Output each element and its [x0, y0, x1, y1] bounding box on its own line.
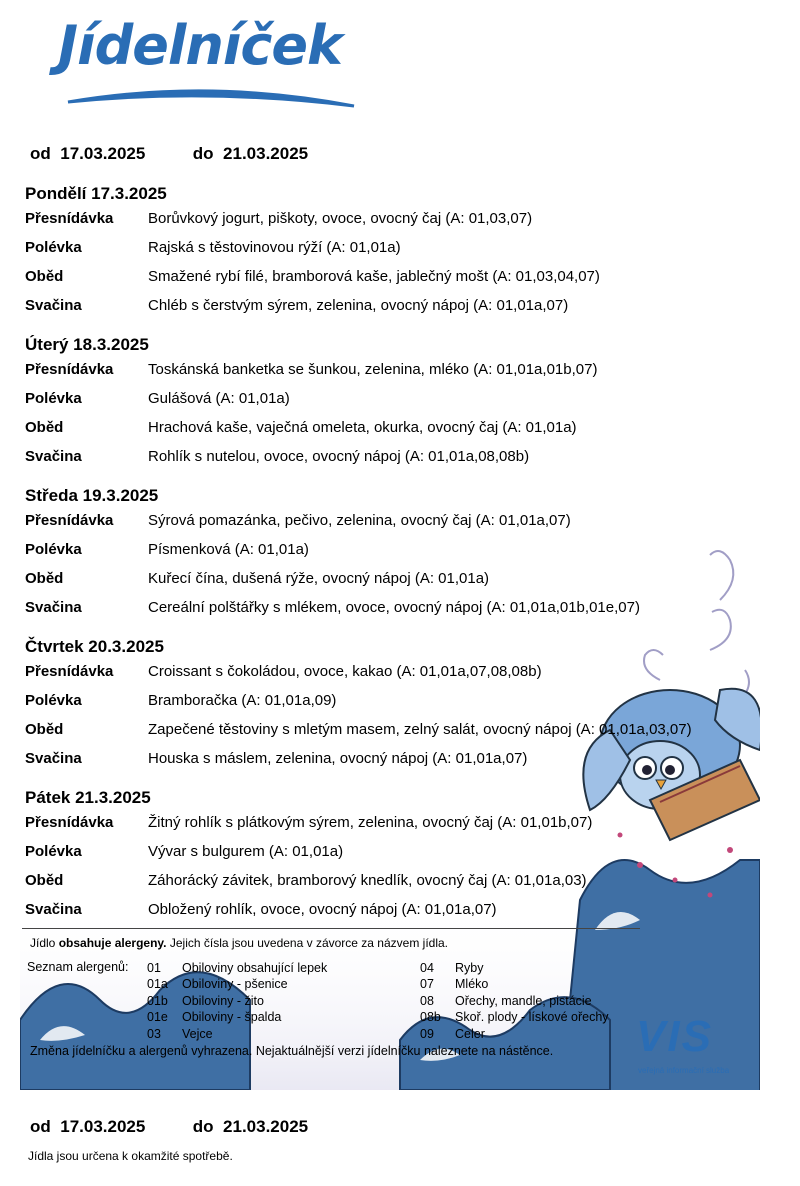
allergen-name: Vejce — [182, 1026, 213, 1041]
meal-label: Přesnídávka — [25, 814, 114, 831]
meal-food: Chléb s čerstvým sýrem, zelenina, ovocný nápoj (A: 01,01a,07) — [148, 297, 569, 314]
allergen-item — [420, 1009, 640, 1025]
allergen-code: 07 — [420, 977, 434, 992]
date-range-top — [30, 144, 308, 164]
meal-label: Přesnídávka — [25, 512, 114, 529]
allergen-list-right — [420, 960, 640, 1042]
day-title: Středa 19.3.2025 — [25, 486, 159, 505]
meal-label: Přesnídávka — [25, 663, 114, 680]
meal-food: Smažené rybí filé, bramborová kaše, jablečný mošt (A: 01,03,04,07) — [148, 268, 600, 285]
to-date: 21.03.2025 — [223, 144, 309, 163]
allergen-note — [30, 936, 448, 950]
meal-food: Obložený rohlík, ovoce, ovocný nápoj (A: 01,01a,07) — [148, 901, 497, 918]
allergen-list-left — [147, 960, 407, 1042]
allergen-code: 01a — [147, 977, 168, 992]
meal-label: Oběd — [25, 268, 64, 285]
page-title: Jídelníček — [58, 14, 342, 77]
meal-food: Rajská s těstovinovou rýží (A: 01,01a) — [148, 239, 401, 256]
allergen-item — [147, 976, 407, 992]
date-range-bottom — [30, 1117, 308, 1137]
meal-label: Polévka — [25, 541, 82, 558]
vis-logo — [636, 1012, 756, 1082]
allergen-item — [420, 960, 640, 976]
menu-logo — [58, 14, 358, 114]
meal-food: Gulášová (A: 01,01a) — [148, 390, 290, 407]
from-date: 17.03.2025 — [60, 1117, 146, 1136]
allergen-code: 03 — [147, 1026, 161, 1041]
allergen-code: 08b — [420, 1010, 441, 1025]
meal-food: Croissant s čokoládou, ovoce, kakao (A: 01,01a,07,08,08b) — [148, 663, 542, 680]
meal-food: Sýrová pomazánka, pečivo, zelenina, ovocný čaj (A: 01,01a,07) — [148, 512, 571, 529]
logo-swoosh-icon — [58, 80, 358, 120]
note-bold: obsahuje alergeny. — [58, 936, 167, 950]
vis-subtitle: veřejná informační služba — [638, 1066, 730, 1075]
to-label: do — [192, 1117, 214, 1136]
allergen-item — [420, 993, 640, 1009]
meal-label: Svačina — [25, 599, 82, 616]
meal-food: Vývar s bulgurem (A: 01,01a) — [148, 843, 344, 860]
allergen-list-label: Seznam alergenů: — [27, 960, 129, 974]
meal-food: Hrachová kaše, vaječná omeleta, okurka, ovocný čaj (A: 01,01a) — [148, 419, 577, 436]
allergen-code: 01 — [147, 961, 161, 975]
allergen-name: Ořechy, mandle, pistácie — [455, 993, 592, 1008]
allergen-code: 09 — [420, 1026, 434, 1041]
change-note: Změna jídelníčku a alergenů vyhrazena. Nejaktuálnější verzi jídelníčku naleznete na nástěnce. — [30, 1044, 554, 1058]
allergen-item — [147, 993, 407, 1009]
meal-food: Rohlík s nutelou, ovoce, ovocný nápoj (A: 01,01a,08,08b) — [148, 448, 530, 465]
allergen-name: Ryby — [455, 961, 484, 975]
meal-label: Polévka — [25, 239, 82, 256]
meal-food: Zapečené těstoviny s mletým masem, zelný salát, ovocný nápoj (A: 01,01a,03,07) — [148, 721, 692, 738]
meal-food: Houska s máslem, zelenina, ovocný nápoj (A: 01,01a,07) — [148, 750, 528, 767]
meal-food: Kuřecí čína, dušená rýže, ovocný nápoj (A: 01,01a) — [148, 570, 490, 587]
allergen-name: Obiloviny - špalda — [182, 1010, 282, 1025]
to-label: do — [192, 144, 214, 163]
meal-label: Svačina — [25, 750, 82, 767]
day-title: Pondělí 17.3.2025 — [25, 184, 167, 203]
allergen-name: Mléko — [455, 977, 489, 992]
allergen-code: 01b — [147, 993, 168, 1008]
allergen-item — [147, 1026, 407, 1042]
meal-food: Žitný rohlík s plátkovým sýrem, zelenina, ovocný čaj (A: 01,01b,07) — [148, 814, 593, 831]
meal-food: Bramboračka (A: 01,01a,09) — [148, 692, 337, 709]
footer-note: Jídla jsou určena k okamžité spotřebě. — [28, 1149, 233, 1163]
allergen-code: 04 — [420, 961, 434, 975]
meal-food: Toskánská banketka se šunkou, zelenina, mléko (A: 01,01a,01b,07) — [148, 361, 598, 378]
meal-label: Oběd — [25, 872, 64, 889]
note-rest: Jejich čísla jsou uvedena v závorce za názvem jídla. — [169, 936, 448, 950]
meal-label: Oběd — [25, 419, 64, 436]
meal-label: Oběd — [25, 570, 64, 587]
vis-logo-text: VIS — [636, 1012, 713, 1061]
allergen-item — [420, 1026, 640, 1042]
from-label: od — [30, 144, 51, 163]
allergen-name: Obiloviny - pšenice — [182, 977, 288, 992]
meal-label: Přesnídávka — [25, 361, 114, 378]
divider — [22, 928, 640, 929]
day-title: Úterý 18.3.2025 — [25, 335, 149, 354]
from-label: od — [30, 1117, 51, 1136]
meal-label: Polévka — [25, 390, 82, 407]
meal-label: Polévka — [25, 692, 82, 709]
allergen-item — [420, 976, 640, 992]
to-date: 21.03.2025 — [223, 1117, 309, 1136]
meal-label: Přesnídávka — [25, 210, 114, 227]
meal-food: Záhorácký závitek, bramborový knedlík, ovocný čaj (A: 01,01a,03) — [148, 872, 587, 889]
from-date: 17.03.2025 — [60, 144, 146, 163]
meal-label: Svačina — [25, 448, 82, 465]
allergen-item — [147, 960, 407, 976]
meal-food: Cereální polštářky s mlékem, ovoce, ovocný nápoj (A: 01,01a,01b,01e,07) — [148, 599, 640, 616]
day-title: Pátek 21.3.2025 — [25, 788, 151, 807]
meal-label: Polévka — [25, 843, 82, 860]
allergen-name: Obiloviny - žito — [182, 993, 264, 1008]
allergen-item — [147, 1009, 407, 1025]
meal-food: Borůvkový jogurt, piškoty, ovoce, ovocný čaj (A: 01,03,07) — [148, 210, 533, 227]
day-title: Čtvrtek 20.3.2025 — [25, 637, 164, 656]
meal-label: Svačina — [25, 901, 82, 918]
allergen-name: Celer — [455, 1026, 485, 1041]
allergen-code: 01e — [147, 1010, 168, 1025]
meal-label: Svačina — [25, 297, 82, 314]
note-prefix: Jídlo — [30, 936, 56, 950]
allergen-name: Skoř. plody - lískové ořechy — [455, 1010, 609, 1025]
allergen-name: Obiloviny obsahující lepek — [182, 961, 328, 975]
allergen-code: 08 — [420, 993, 434, 1008]
meal-label: Oběd — [25, 721, 64, 738]
meal-food: Písmenková (A: 01,01a) — [148, 541, 309, 558]
